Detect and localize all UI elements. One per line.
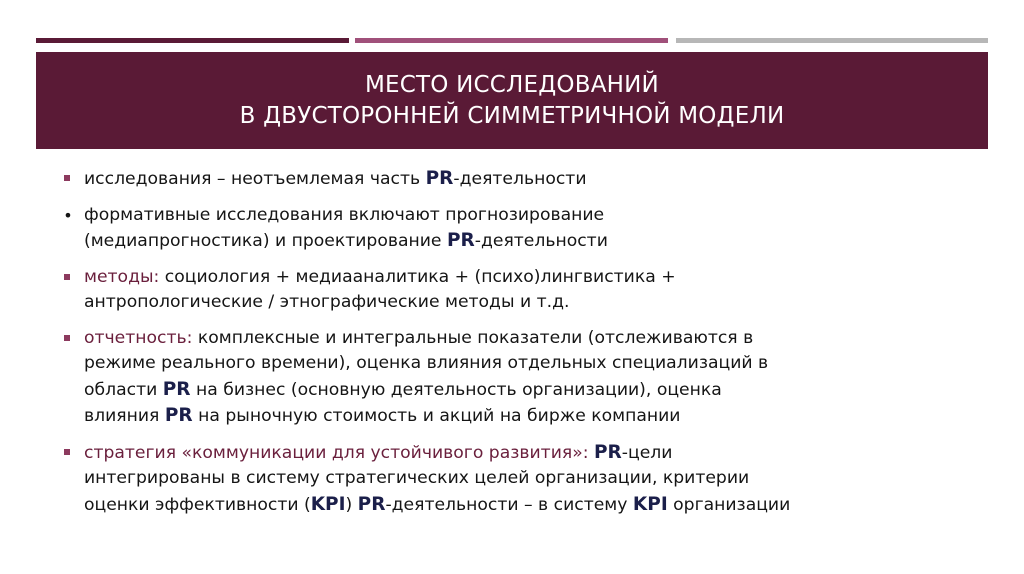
bullet-heading: отчетность: xyxy=(84,327,193,348)
bullet-text: влияния xyxy=(84,406,165,426)
top-bar-gray xyxy=(676,38,988,43)
top-bar-dark xyxy=(36,38,349,43)
bullet-line xyxy=(84,440,980,467)
bullet-line xyxy=(84,326,980,352)
bullet-line xyxy=(84,351,980,377)
bullet-text: на рыночную стоимость и акций на бирже компании xyxy=(192,406,681,426)
bullet-line xyxy=(84,492,980,519)
bullet-line xyxy=(84,403,980,430)
bullet-line xyxy=(84,265,980,291)
pr-term: PR xyxy=(593,441,622,463)
bullet-item xyxy=(60,440,980,519)
bullet-text: социология + медиааналитика + (психо)лингвистика + xyxy=(159,266,676,287)
bullet-text: оценки эффективности ( xyxy=(84,494,311,515)
bullet-text: ) xyxy=(345,494,358,515)
slide-title-line-2: В ДВУСТОРОННЕЙ СИММЕТРИЧНОЙ МОДЕЛИ xyxy=(239,102,785,129)
bullet-heading: стратегия «коммуникации для устойчивого развития»: xyxy=(84,442,589,463)
title-banner xyxy=(36,52,988,149)
bullet-text: комплексные и интегральные показатели (отслеживаются в xyxy=(192,327,754,348)
bullet-text: интегрированы в систему стратегических целей организации, критерии xyxy=(84,468,750,488)
bullet-text: (медиапрогностика) и проектирование xyxy=(84,231,447,251)
bullet-line xyxy=(84,466,980,492)
dot-bullet-icon: • xyxy=(63,205,73,225)
bullet-line xyxy=(84,166,980,193)
bullet-text: области xyxy=(84,379,163,400)
bullet-text: -цели xyxy=(621,442,673,463)
bullet-text: режиме реального времени), оценка влияния отдельных специализаций в xyxy=(84,353,769,373)
bullet-item xyxy=(60,166,980,193)
pr-term: KPI xyxy=(632,493,668,515)
bullet-line xyxy=(84,203,980,229)
bullet-text: -деятельности xyxy=(474,231,608,251)
slide-title-line-1: МЕСТО ИССЛЕДОВАНИЙ xyxy=(365,71,659,98)
bullet-line xyxy=(84,290,980,316)
pr-term: PR xyxy=(162,378,191,400)
bullet-item xyxy=(60,265,980,316)
bullet-item xyxy=(60,326,980,430)
top-bar-mauve xyxy=(355,38,668,43)
bullet-text: организации xyxy=(667,494,791,515)
pr-term: KPI xyxy=(310,493,346,515)
bullet-text: на бизнес (основную деятельность организации), оценка xyxy=(190,379,722,400)
bullet-line xyxy=(84,377,980,404)
bullet-text: -деятельности xyxy=(453,169,587,189)
bullet-line xyxy=(84,228,980,255)
bullet-text: формативные исследования включают прогнозирование xyxy=(84,204,605,225)
pr-term: PR xyxy=(446,230,475,251)
bullet-heading: методы: xyxy=(84,266,160,287)
bullet-list xyxy=(60,166,980,528)
bullet-item xyxy=(60,203,980,255)
bullet-text: антропологические / этнографические методы и т.д. xyxy=(84,292,570,312)
decorative-top-bars xyxy=(36,38,988,43)
pr-term: PR xyxy=(425,168,454,189)
bullet-text: -деятельности – в систему xyxy=(385,494,633,515)
pr-term: PR xyxy=(164,405,193,426)
pr-term: PR xyxy=(357,493,386,515)
bullet-text: исследования – неотъемлемая часть xyxy=(84,169,426,189)
